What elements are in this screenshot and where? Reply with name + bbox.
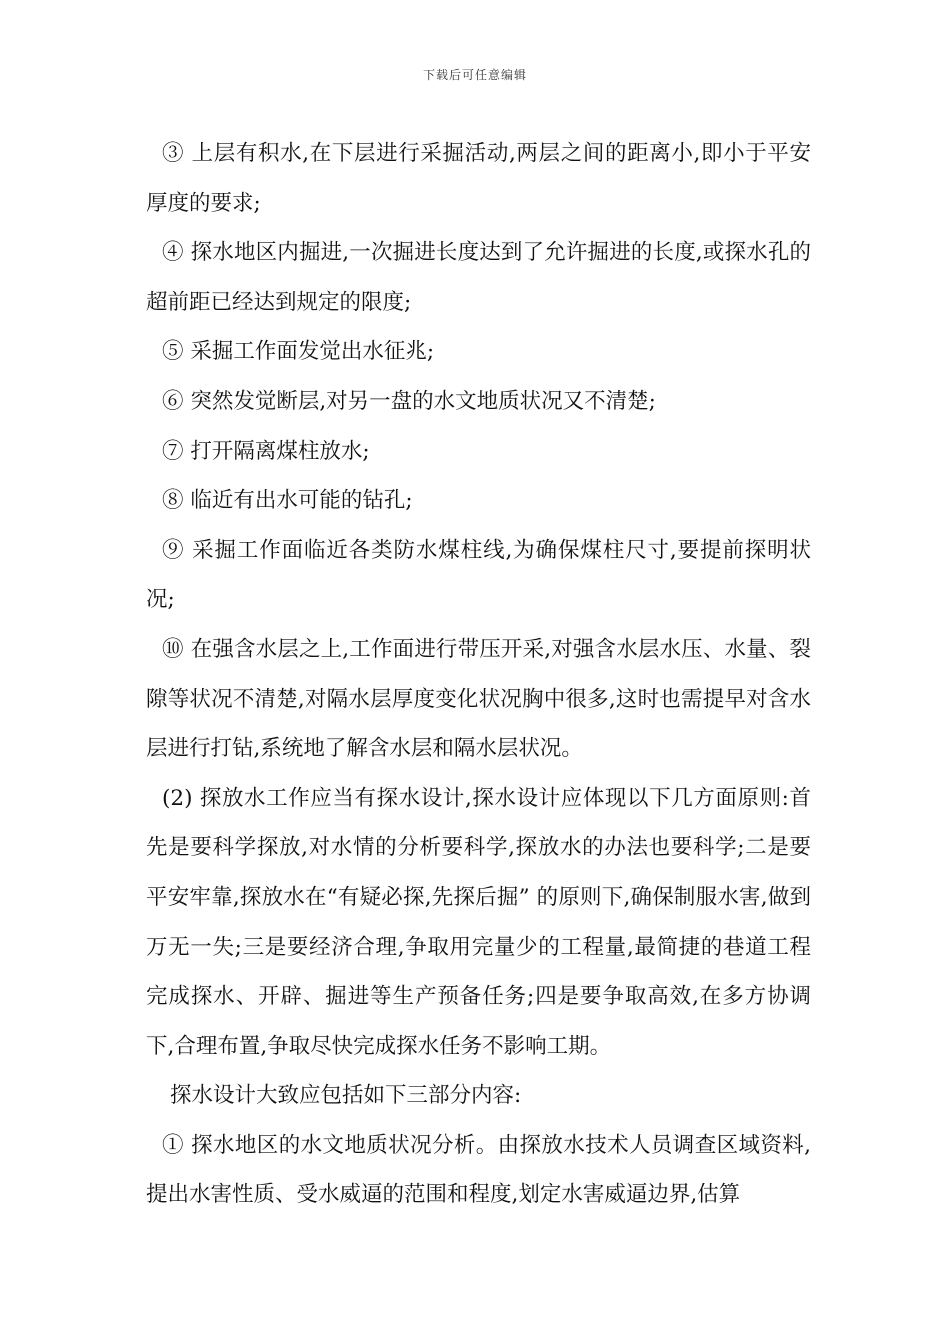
paragraph-section-2: (2) 探放水工作应当有探水设计,探水设计应体现以下几方面原则:首先是要科学探放,对水情的分析要科学,探放水的办法也要科学;二是要平安牢靠,探放水在“有疑必探,先探后掘” 的原则下,确保制服水害,做到万无一失;三是要经济合理,争取用完量少的工程量,最简捷的巷道工程完成探水、开辟、掘进等生产预备任务;四是要争取高效,在多方协调下,合理布置,争取尽快完成探水任务不影响工期。	[146, 785, 811, 1059]
paragraph-design-item-1: ① 探水地区的水文地质状况分析。由探放水技术人员调查区域资料,提出水害性质、受水威逼的范围和程度,划定水害威逼边界,估算	[146, 1132, 811, 1208]
paragraph-item-7: ⑦ 打开隔离煤柱放水;	[162, 438, 370, 464]
paragraph-item-4: ④ 探水地区内掘进,一次掘进长度达到了允许掘进的长度,或探水孔的超前距已经达到规定的限度;	[146, 240, 811, 315]
paragraph-item-3: ③ 上层有积水,在下层进行采掘活动,两层之间的距离小,即小于平安厚度的要求;	[146, 141, 811, 216]
paragraph-design-intro: 探水设计大致应包括如下三部分内容:	[170, 1083, 522, 1109]
paragraph-item-6: ⑥ 突然发觉断层,对另一盘的水文地质状况又不清楚;	[162, 388, 656, 414]
paragraph-item-5: ⑤ 采掘工作面发觉出水征兆;	[162, 339, 435, 365]
paragraph-item-10: ⑩ 在强含水层之上,工作面进行带压开采,对强含水层水压、水量、裂隙等状况不清楚,对隔水层厚度变化状况胸中很多,这时也需提早对含水层进行打钻,系统地了解含水层和隔水层状况。	[146, 636, 811, 762]
page-header: 下载后可任意编辑	[422, 68, 527, 82]
paragraph-item-9: ⑨ 采掘工作面临近各类防水煤柱线,为确保煤柱尺寸,要提前探明状况;	[146, 537, 811, 613]
document-body	[146, 129, 811, 1220]
paragraph-item-8: ⑧ 临近有出水可能的钻孔;	[162, 488, 413, 514]
